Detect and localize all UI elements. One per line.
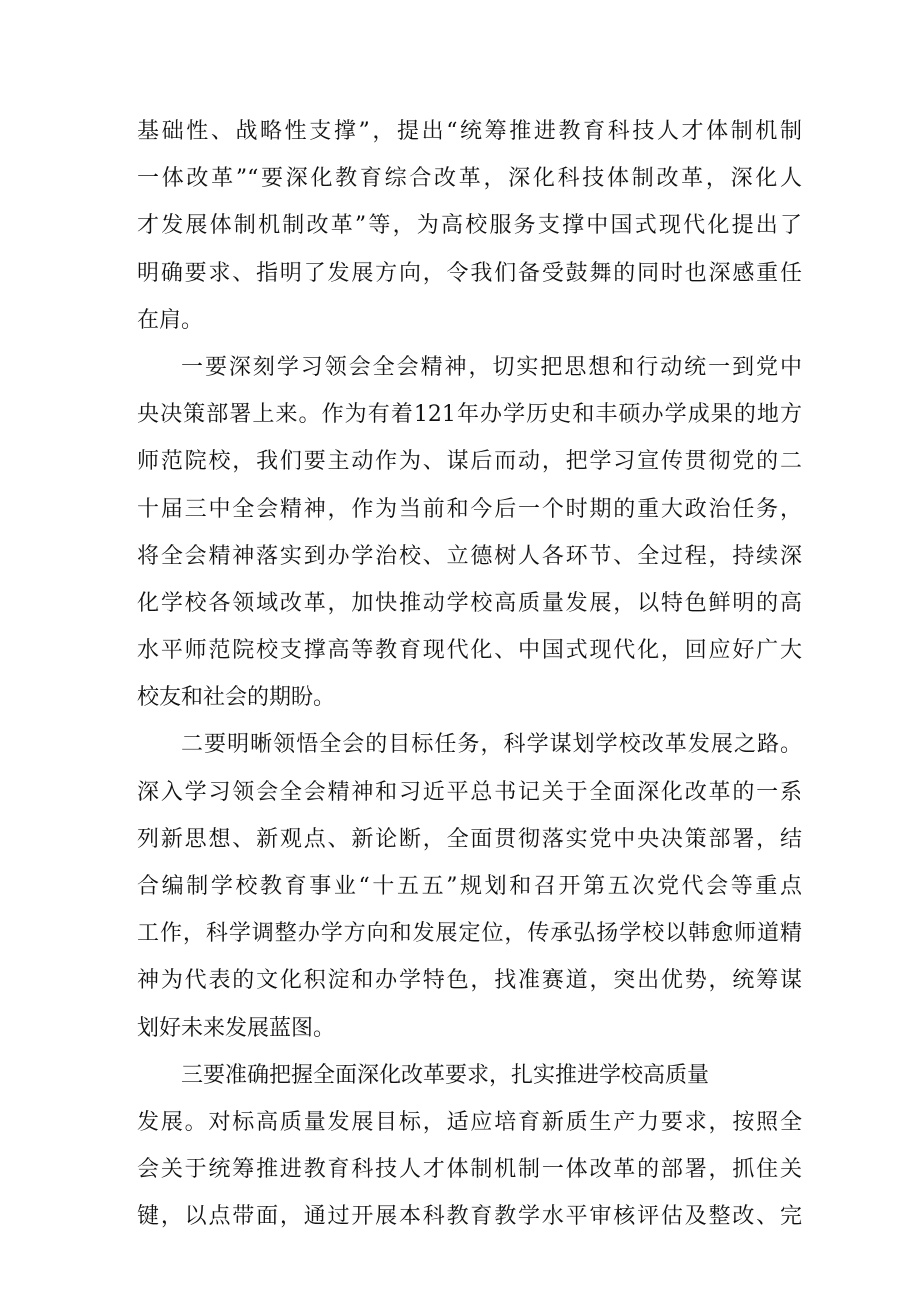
text-line: 将全会精神落实到办学治校、立德树人各环节、全过程，持续深: [137, 543, 802, 569]
text-line: 列新思想、新观点、新论断，全面贯彻落实党中央决策部署，结: [137, 826, 802, 852]
text-line: 会关于统筹推进教育科技人才体制机制一体改革的部署，抓住关: [137, 1157, 802, 1183]
text-line: 师范院校，我们要主动作为、谋后而动，把学习宣传贯彻党的二: [137, 449, 802, 475]
body-text: [137, 108, 802, 1241]
paragraph-first-line: 二要明晰领悟全会的目标任务，科学谋划学校改革发展之路。: [181, 732, 802, 758]
text-line: 划好未来发展蓝图。: [137, 1015, 336, 1041]
text-line: 一体改革”“要深化教育综合改革，深化科技体制改革，深化人: [137, 166, 802, 192]
paragraph-first-line: 三要准确把握全面深化改革要求，扎实推进学校高质量: [181, 1062, 710, 1088]
text-line: 明确要求、指明了发展方向，令我们备受鼓舞的同时也深感重任: [137, 260, 802, 286]
paragraph-first-line: 一要深刻学习领会全会精神，切实把思想和行动统一到党中: [181, 354, 802, 380]
text-line: 水平师范院校支撑高等教育现代化、中国式现代化，回应好广大: [137, 638, 802, 664]
text-line: 才发展体制机制改革”等，为高校服务支撑中国式现代化提出了: [137, 213, 802, 239]
text-line: 基础性、战略性支撑”，提出“统筹推进教育科技人才体制机制: [137, 119, 802, 144]
text-line: 神为代表的文化积淀和办学特色，找准赛道，突出优势，统筹谋: [137, 968, 802, 994]
text-line: 工作，科学调整办学方向和发展定位，传承弘扬学校以韩愈师道精: [137, 921, 802, 947]
text-line: 校友和社会的期盼。: [137, 685, 336, 711]
text-line: 化学校各领域改革，加快推动学校高质量发展，以特色鲜明的高: [137, 590, 802, 616]
text-line: 央决策部署上来。作为有着121年办学历史和丰硕办学成果的地方: [137, 402, 802, 428]
text-line: 键，以点带面，通过开展本科教育教学水平审核评估及整改、完: [137, 1204, 802, 1230]
text-line: 深入学习领会全会精神和习近平总书记关于全面深化改革的一系: [137, 779, 802, 805]
text-line: 十届三中全会精神，作为当前和今后一个时期的重大政治任务，: [137, 496, 802, 522]
text-line: 发展。对标高质量发展目标，适应培育新质生产力要求，按照全: [137, 1109, 802, 1135]
text-line: 在肩。: [137, 307, 204, 333]
text-line: 合编制学校教育事业“十五五”规划和召开第五次党代会等重点: [137, 874, 802, 899]
